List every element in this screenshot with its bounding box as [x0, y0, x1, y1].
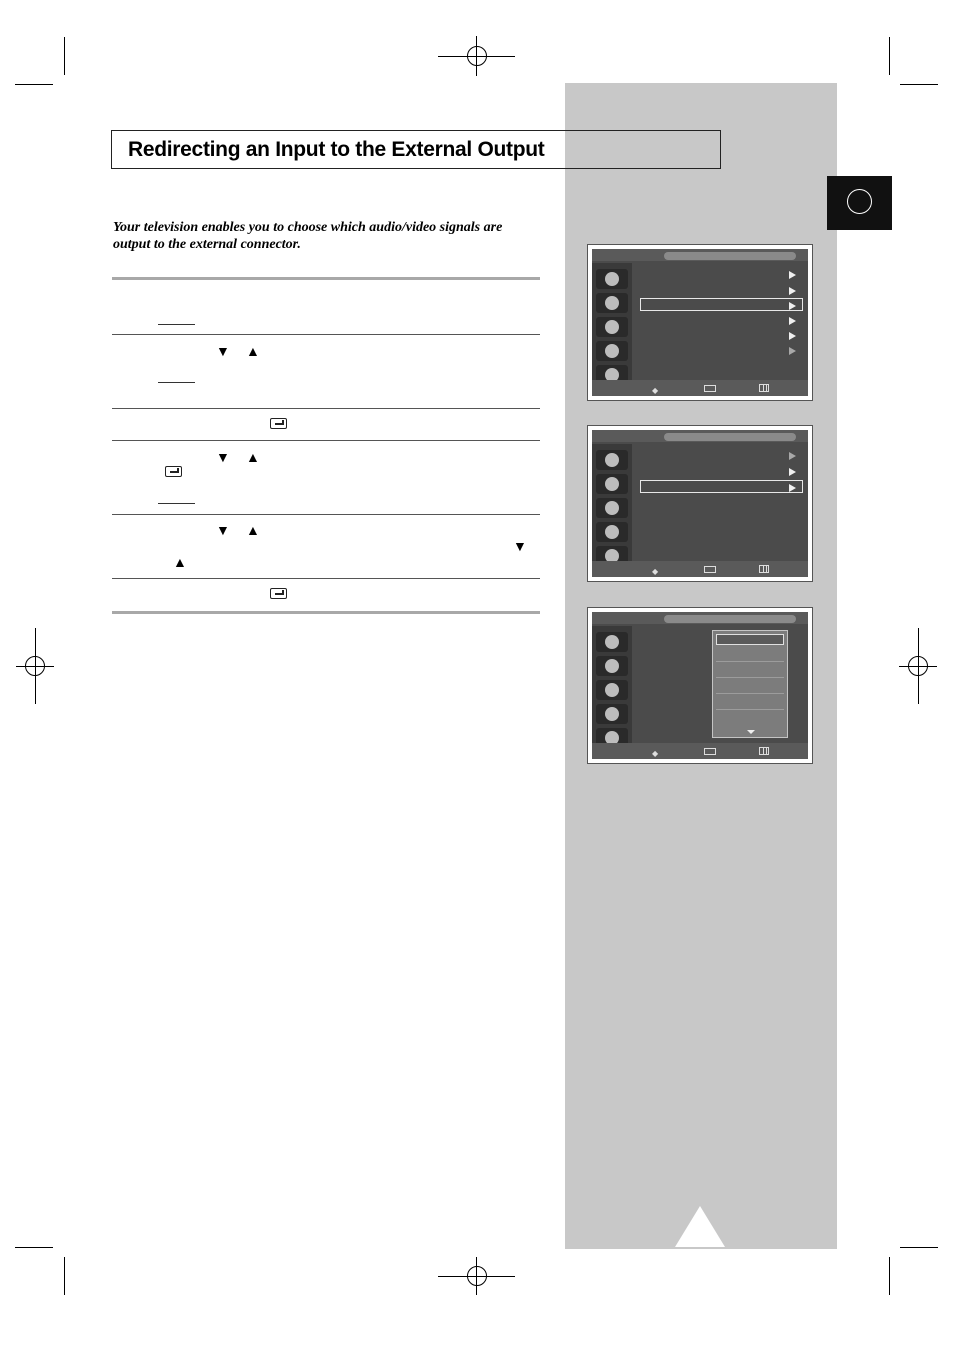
down-arrow-icon: ▼ [513, 538, 527, 554]
menu-icon [759, 565, 769, 573]
channel-icon [596, 680, 628, 700]
registration-mark [918, 628, 919, 704]
up-arrow-icon: ▲ [173, 554, 187, 570]
dropdown-highlight [716, 634, 784, 645]
move-icon: ◆ [652, 567, 659, 576]
step-divider [112, 514, 540, 515]
enter-icon [704, 748, 716, 755]
sound-icon [596, 474, 628, 494]
tv-screen-1 [587, 244, 813, 401]
setup-icon [596, 704, 628, 724]
up-arrow-icon: ▲ [246, 343, 260, 359]
step-divider [112, 440, 540, 441]
sound-icon [596, 293, 628, 313]
picture-icon [596, 269, 628, 289]
crop-mark [64, 37, 65, 75]
crop-mark [889, 1257, 890, 1295]
crop-mark [15, 1247, 53, 1248]
down-arrow-icon: ▼ [216, 343, 230, 359]
menu-icon [759, 747, 769, 755]
crop-mark [900, 84, 938, 85]
registration-mark [35, 628, 36, 704]
circle-icon [847, 189, 872, 214]
enter-icon [270, 588, 287, 599]
tv-screen-3 [587, 607, 813, 764]
title-box [111, 130, 721, 169]
step-divider [112, 578, 540, 579]
menu-highlight [640, 480, 803, 493]
intro-text: Your television enables you to choose which audio/video signals are output to the external connector. [113, 220, 503, 252]
enter-icon [704, 566, 716, 573]
short-line [158, 503, 195, 504]
up-arrow-icon: ▲ [246, 522, 260, 538]
page-number-triangle [675, 1206, 725, 1247]
language-tab [827, 176, 892, 230]
menu-icon [759, 384, 769, 392]
picture-icon [596, 450, 628, 470]
down-arrow-icon: ▼ [216, 449, 230, 465]
move-icon: ◆ [652, 386, 659, 395]
table-top-rule [112, 277, 540, 280]
menu-highlight [640, 298, 803, 311]
enter-icon [704, 385, 716, 392]
source-dropdown [712, 630, 788, 738]
sound-icon [596, 656, 628, 676]
crop-mark [64, 1257, 65, 1295]
crop-mark [889, 37, 890, 75]
step-divider [112, 334, 540, 335]
registration-mark [476, 36, 477, 76]
channel-icon [596, 317, 628, 337]
table-bottom-rule [112, 611, 540, 614]
registration-mark [476, 1257, 477, 1295]
setup-icon [596, 341, 628, 361]
enter-icon [270, 418, 287, 429]
short-line [158, 382, 195, 383]
page-title: Redirecting an Input to the External Output [128, 138, 545, 161]
tv-screen-2 [587, 425, 813, 582]
crop-mark [900, 1247, 938, 1248]
short-line [158, 324, 195, 325]
down-arrow-icon: ▼ [216, 522, 230, 538]
setup-icon [596, 522, 628, 542]
move-icon: ◆ [652, 749, 659, 758]
picture-icon [596, 632, 628, 652]
crop-mark [15, 84, 53, 85]
channel-icon [596, 498, 628, 518]
enter-icon [165, 466, 182, 477]
step-divider [112, 408, 540, 409]
scroll-down-icon [747, 730, 755, 734]
up-arrow-icon: ▲ [246, 449, 260, 465]
